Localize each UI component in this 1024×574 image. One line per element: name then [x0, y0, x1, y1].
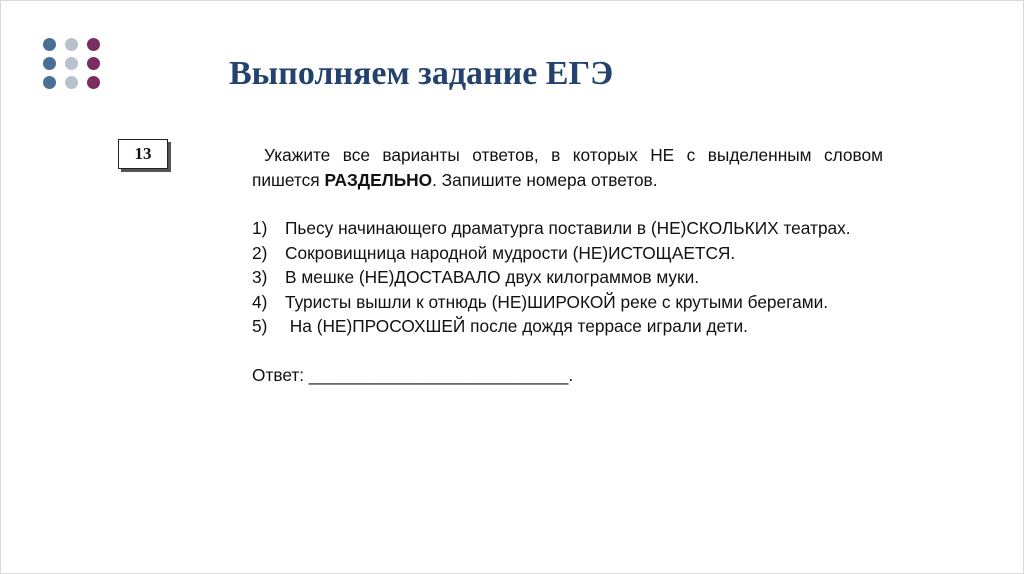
item-text: В мешке (НЕ)ДОСТАВАЛО двух килограммов муки.	[285, 267, 700, 287]
item-text: Сокровищница народной мудрости (НЕ)ИСТОЩАЕТСЯ.	[285, 242, 736, 263]
list-item	[252, 314, 883, 339]
dot	[65, 38, 78, 51]
item-text: На (НЕ)ПРОСОХШЕЙ после дождя террасе играли дети.	[285, 316, 748, 336]
instruction-text-end: . Запишите номера ответов.	[432, 169, 658, 190]
dot	[87, 57, 100, 70]
list-item	[252, 290, 883, 315]
instruction-bold-word: РАЗДЕЛЬНО	[324, 169, 433, 190]
item-number: 4)	[252, 291, 268, 312]
list-item	[252, 241, 883, 266]
item-number: 1)	[252, 218, 268, 238]
dot	[43, 76, 56, 89]
dot	[65, 76, 78, 89]
dot	[65, 57, 78, 70]
list-item	[252, 216, 883, 241]
task-content	[252, 143, 883, 387]
item-text: Пьесу начинающего драматурга поставили в (НЕ)СКОЛЬКИХ театрах.	[285, 218, 851, 238]
task-number-badge: 13	[118, 139, 168, 169]
task-instruction	[252, 143, 883, 192]
item-text: Туристы вышли к отнюдь (НЕ)ШИРОКОЙ реке с крутыми берегами.	[285, 291, 829, 312]
list-item	[252, 265, 883, 290]
item-number: 3)	[252, 267, 268, 287]
instruction-text: Укажите все варианты ответов, в которых НЕ с выделенным словом пишется	[252, 145, 883, 190]
item-number: 2)	[252, 242, 268, 263]
dot	[43, 38, 56, 51]
item-number: 5)	[252, 316, 268, 336]
answer-line: Ответ: ___________________________.	[252, 364, 574, 385]
dot	[87, 76, 100, 89]
dot	[87, 38, 100, 51]
dot	[43, 57, 56, 70]
slide-title: Выполняем задание ЕГЭ	[229, 55, 614, 92]
answer-options-list	[252, 216, 883, 339]
decorative-dots-icon	[43, 38, 103, 92]
